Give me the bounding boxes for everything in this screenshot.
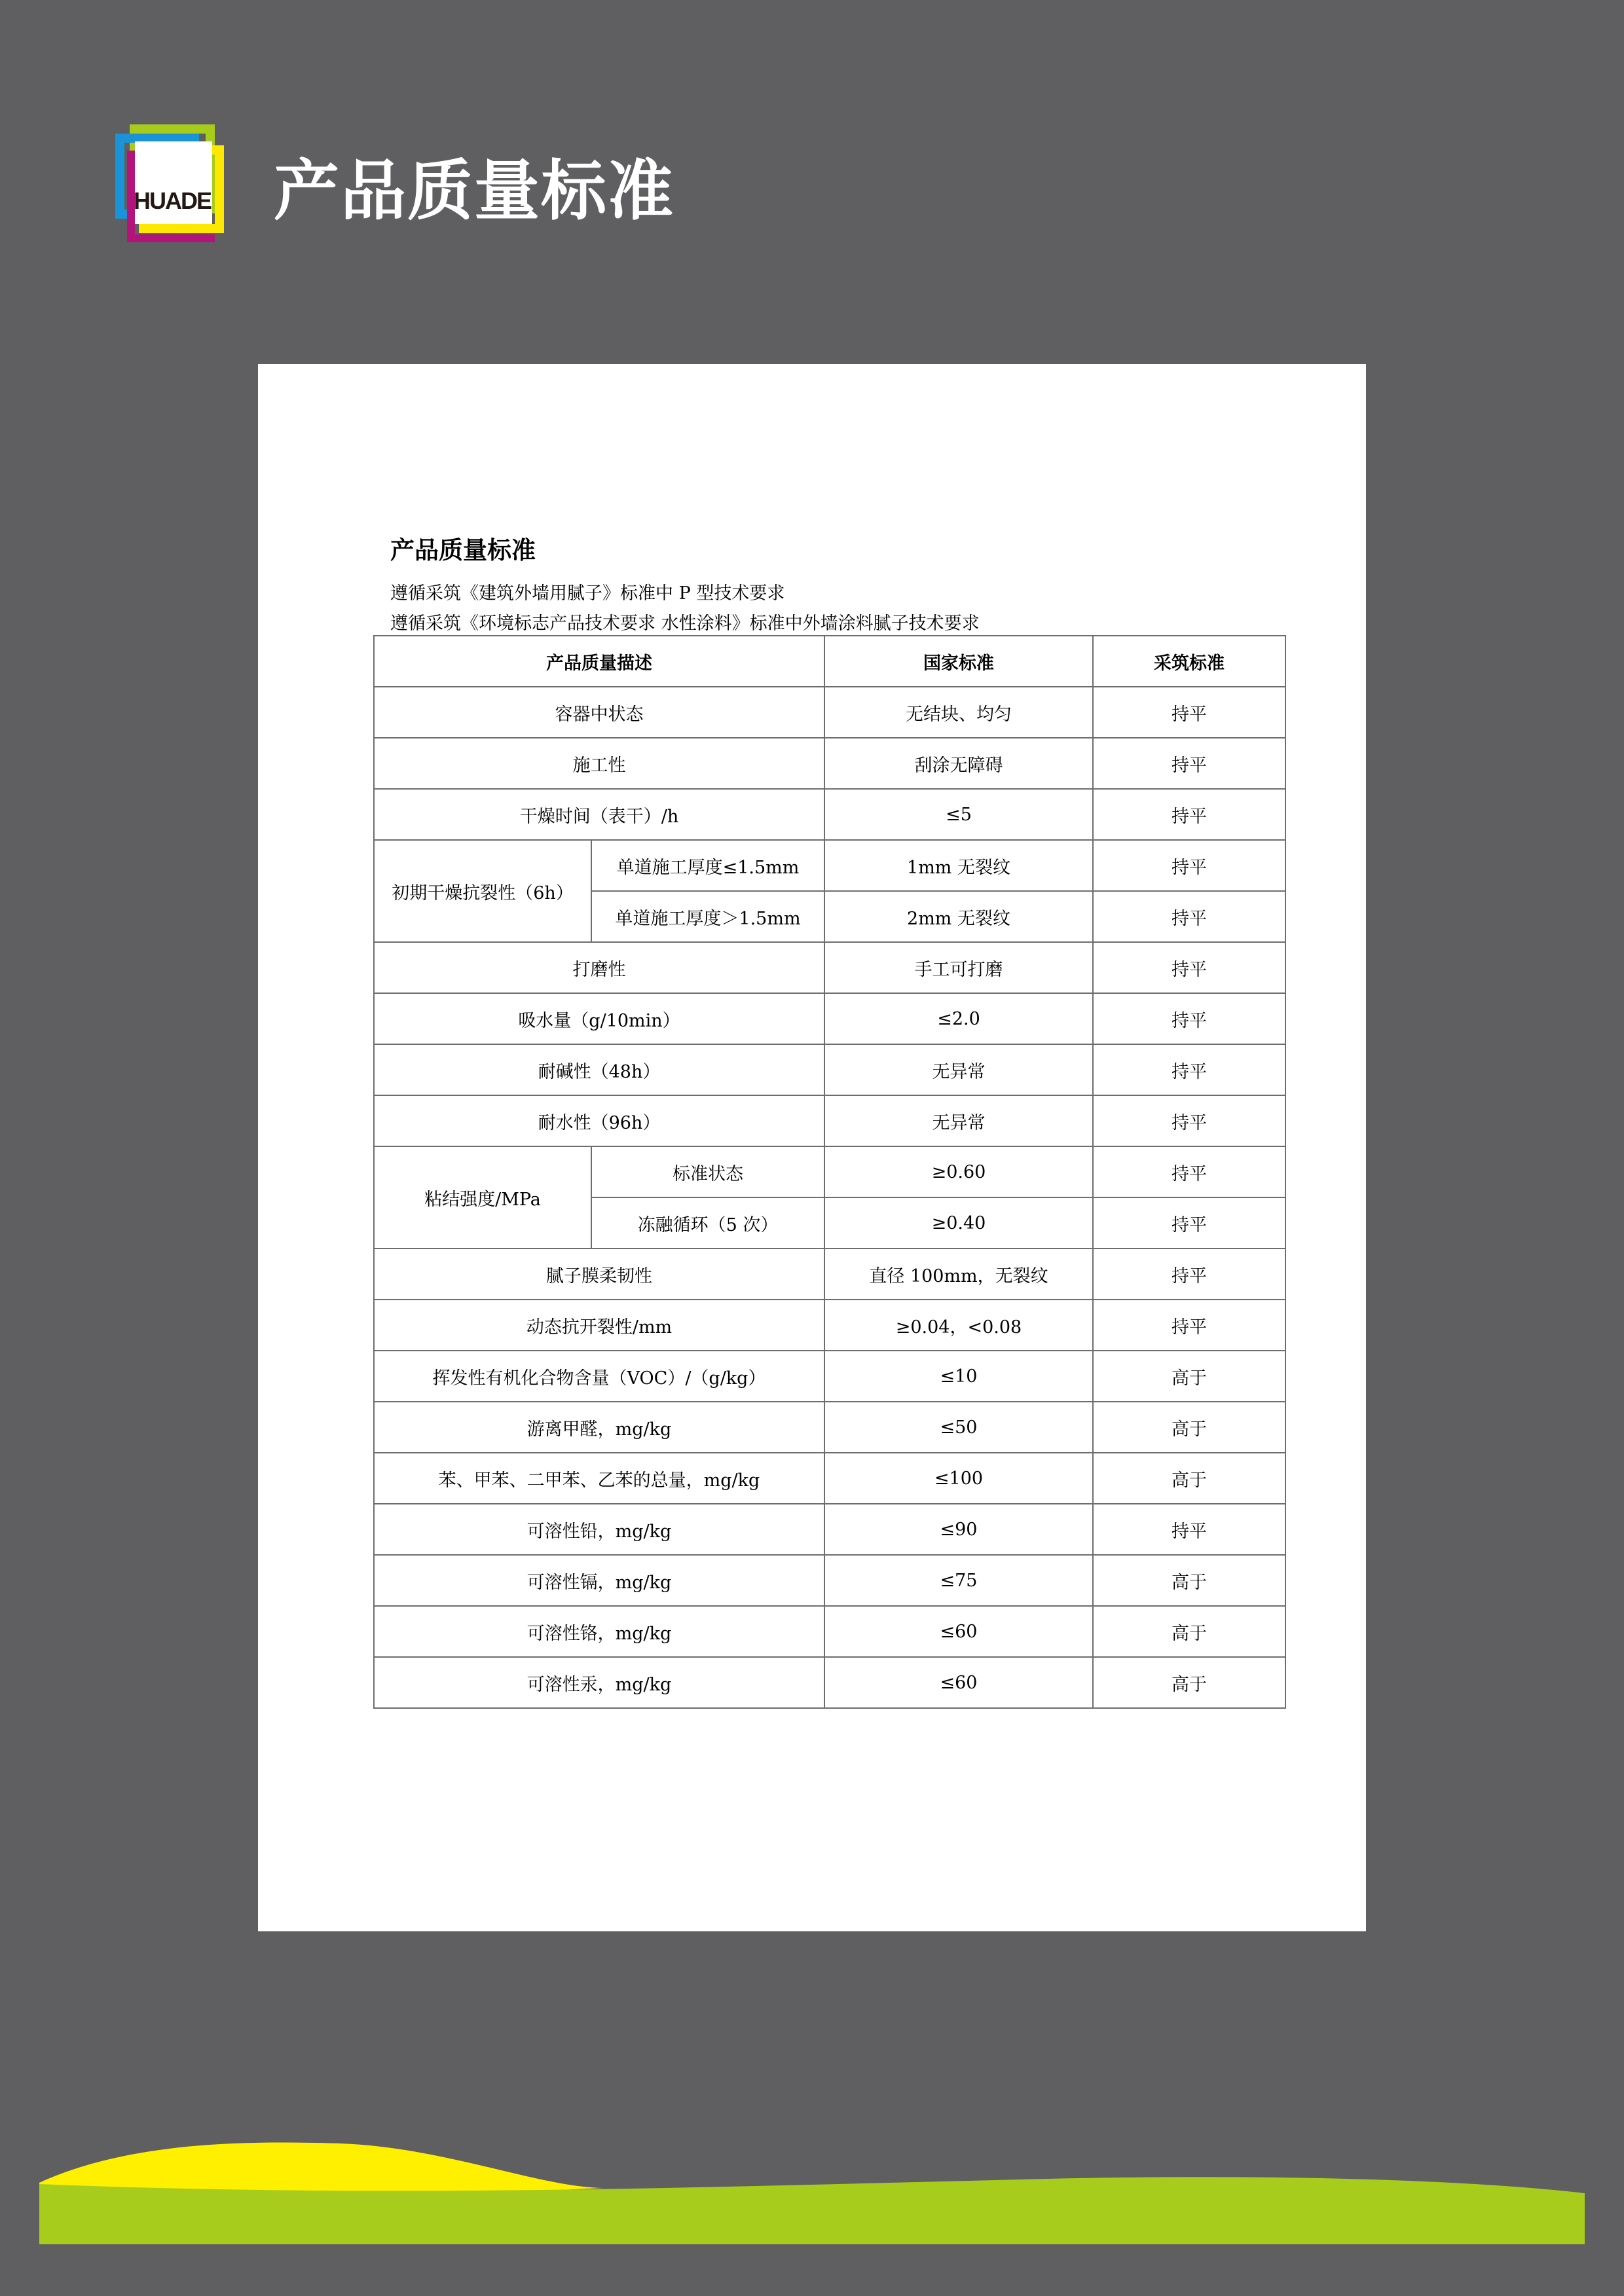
item-cell: 容器中状态 bbox=[374, 687, 824, 738]
logo-text: HUADE bbox=[134, 187, 212, 214]
item-cell: 腻子膜柔韧性 bbox=[374, 1248, 824, 1300]
sub-item-cell: 标准状态 bbox=[591, 1146, 824, 1197]
document-page bbox=[258, 364, 1366, 1931]
caizhu-standard-cell: 持平 bbox=[1093, 1044, 1285, 1095]
standard-note-1: 遵循采筑《建筑外墙用腻子》标准中 P 型技术要求 bbox=[390, 583, 785, 604]
sub-item-cell: 冻融循环（5 次） bbox=[591, 1197, 824, 1248]
item-cell: 可溶性镉，mg/kg bbox=[374, 1555, 824, 1606]
table-row bbox=[374, 1351, 1285, 1402]
caizhu-standard-cell: 高于 bbox=[1093, 1453, 1285, 1504]
sub-item-cell: 单道施工厚度＞1.5mm bbox=[591, 891, 824, 942]
national-standard-cell: ≤5 bbox=[824, 789, 1093, 840]
item-cell: 挥发性有机化合物含量（VOC）/（g/kg） bbox=[374, 1351, 824, 1402]
national-standard-cell: ≤2.0 bbox=[824, 993, 1093, 1044]
national-standard-cell: 直径 100mm，无裂纹 bbox=[824, 1248, 1093, 1300]
national-standard-cell: 刮涂无障碍 bbox=[824, 738, 1093, 789]
table-row bbox=[374, 1606, 1285, 1657]
national-standard-cell: ≤10 bbox=[824, 1351, 1093, 1402]
national-standard-cell: 手工可打磨 bbox=[824, 942, 1093, 993]
item-cell: 施工性 bbox=[374, 738, 824, 789]
caizhu-standard-cell: 持平 bbox=[1093, 738, 1285, 789]
table-row bbox=[374, 1504, 1285, 1555]
caizhu-standard-cell: 持平 bbox=[1093, 1146, 1285, 1197]
caizhu-standard-cell: 持平 bbox=[1093, 687, 1285, 738]
caizhu-standard-cell: 持平 bbox=[1093, 993, 1285, 1044]
sub-item-cell: 单道施工厚度≤1.5mm bbox=[591, 840, 824, 891]
table-row bbox=[374, 1453, 1285, 1504]
caizhu-standard-cell: 持平 bbox=[1093, 1300, 1285, 1351]
table-row bbox=[374, 1095, 1285, 1146]
header-caizhu-standard: 采筑标准 bbox=[1093, 636, 1285, 687]
decorative-wave bbox=[0, 2115, 1624, 2296]
caizhu-standard-cell: 高于 bbox=[1093, 1606, 1285, 1657]
national-standard-cell: ≤75 bbox=[824, 1555, 1093, 1606]
national-standard-cell: ≤60 bbox=[824, 1606, 1093, 1657]
caizhu-standard-cell: 高于 bbox=[1093, 1402, 1285, 1453]
table-row bbox=[374, 1300, 1285, 1351]
caizhu-standard-cell: 持平 bbox=[1093, 891, 1285, 942]
table-row bbox=[374, 1146, 1285, 1197]
item-cell: 可溶性铬，mg/kg bbox=[374, 1606, 824, 1657]
standard-note-2: 遵循采筑《环境标志产品技术要求 水性涂料》标准中外墙涂料腻子技术要求 bbox=[390, 613, 980, 634]
item-cell: 耐碱性（48h） bbox=[374, 1044, 824, 1095]
group-cell: 初期干燥抗裂性（6h） bbox=[374, 840, 591, 942]
national-standard-cell: ≥0.04，<0.08 bbox=[824, 1300, 1093, 1351]
item-cell: 苯、甲苯、二甲苯、乙苯的总量，mg/kg bbox=[374, 1453, 824, 1504]
caizhu-standard-cell: 持平 bbox=[1093, 1095, 1285, 1146]
table-row bbox=[374, 1657, 1285, 1708]
national-standard-cell: 无结块、均匀 bbox=[824, 687, 1093, 738]
national-standard-cell: ≤90 bbox=[824, 1504, 1093, 1555]
caizhu-standard-cell: 持平 bbox=[1093, 1504, 1285, 1555]
huade-logo bbox=[115, 124, 233, 249]
table-row bbox=[374, 993, 1285, 1044]
national-standard-cell: 1mm 无裂纹 bbox=[824, 840, 1093, 891]
item-cell: 干燥时间（表干）/h bbox=[374, 789, 824, 840]
document-title: 产品质量标准 bbox=[390, 536, 536, 564]
caizhu-standard-cell: 持平 bbox=[1093, 840, 1285, 891]
item-cell: 耐水性（96h） bbox=[374, 1095, 824, 1146]
table-row bbox=[374, 738, 1285, 789]
national-standard-cell: 无异常 bbox=[824, 1095, 1093, 1146]
caizhu-standard-cell: 持平 bbox=[1093, 1197, 1285, 1248]
item-cell: 可溶性铅，mg/kg bbox=[374, 1504, 824, 1555]
caizhu-standard-cell: 高于 bbox=[1093, 1555, 1285, 1606]
table-row bbox=[374, 789, 1285, 840]
table-row bbox=[374, 1555, 1285, 1606]
caizhu-standard-cell: 持平 bbox=[1093, 1248, 1285, 1300]
item-cell: 游离甲醛，mg/kg bbox=[374, 1402, 824, 1453]
caizhu-standard-cell: 持平 bbox=[1093, 789, 1285, 840]
national-standard-cell: ≥0.60 bbox=[824, 1146, 1093, 1197]
header-description: 产品质量描述 bbox=[374, 636, 824, 687]
caizhu-standard-cell: 持平 bbox=[1093, 942, 1285, 993]
table-row bbox=[374, 942, 1285, 993]
table-row bbox=[374, 1402, 1285, 1453]
caizhu-standard-cell: 高于 bbox=[1093, 1351, 1285, 1402]
table-row bbox=[374, 1044, 1285, 1095]
item-cell: 动态抗开裂性/mm bbox=[374, 1300, 824, 1351]
wave-yellow bbox=[39, 2143, 602, 2193]
national-standard-cell: 2mm 无裂纹 bbox=[824, 891, 1093, 942]
group-cell: 粘结强度/MPa bbox=[374, 1146, 591, 1248]
table-row bbox=[374, 687, 1285, 738]
national-standard-cell: ≤100 bbox=[824, 1453, 1093, 1504]
table-header-row bbox=[374, 636, 1285, 687]
item-cell: 打磨性 bbox=[374, 942, 824, 993]
page-title: 产品质量标准 bbox=[274, 153, 674, 229]
table-row bbox=[374, 840, 1285, 891]
quality-standard-table bbox=[373, 635, 1286, 1709]
item-cell: 吸水量（g/10min） bbox=[374, 993, 824, 1044]
national-standard-cell: 无异常 bbox=[824, 1044, 1093, 1095]
national-standard-cell: ≥0.40 bbox=[824, 1197, 1093, 1248]
national-standard-cell: ≤60 bbox=[824, 1657, 1093, 1708]
item-cell: 可溶性汞，mg/kg bbox=[374, 1657, 824, 1708]
national-standard-cell: ≤50 bbox=[824, 1402, 1093, 1453]
caizhu-standard-cell: 高于 bbox=[1093, 1657, 1285, 1708]
table-row bbox=[374, 1248, 1285, 1300]
header-national-standard: 国家标准 bbox=[824, 636, 1093, 687]
